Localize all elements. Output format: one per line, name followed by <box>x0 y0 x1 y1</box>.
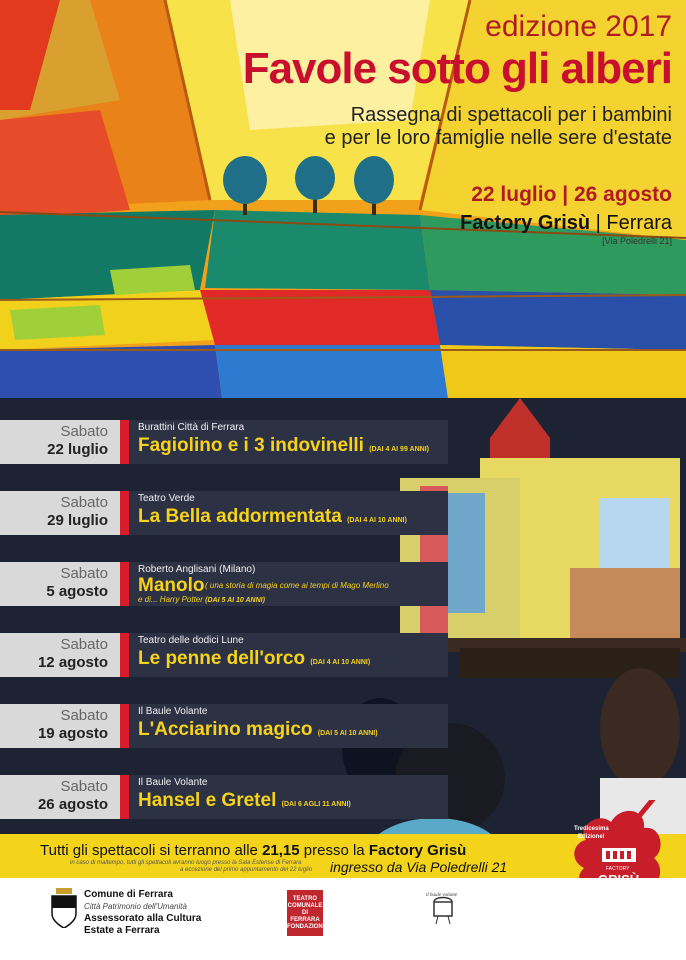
event-row <box>0 633 448 677</box>
event-date-box <box>0 775 120 819</box>
badge-line1: Tredicesima <box>574 826 609 832</box>
event-info <box>129 491 448 535</box>
event-show-title: Hansel e Gretel <box>138 790 277 811</box>
event-company: Il Baule Volante <box>138 777 208 788</box>
teatro-logo-line: COMUNALE <box>287 903 323 909</box>
event-divider <box>120 562 129 606</box>
event-info <box>129 420 448 464</box>
event-date-box <box>0 562 120 606</box>
edition-label: edizione 2017 <box>485 10 672 43</box>
event-day: Sabato <box>60 423 108 440</box>
event-show <box>138 719 378 741</box>
event-company: Teatro delle dodici Lune <box>138 635 244 646</box>
schedule-note-mid: presso la <box>299 842 369 859</box>
baule-logo-text: il baule volante <box>426 893 458 898</box>
event-show <box>138 506 407 528</box>
header-title-block <box>243 10 672 94</box>
event-date: 26 agosto <box>37 796 108 813</box>
event-divider <box>120 633 129 677</box>
event-date: 5 agosto <box>46 583 108 600</box>
event-show <box>138 790 351 812</box>
event-day: Sabato <box>60 565 108 582</box>
venue-separator: | <box>590 212 607 234</box>
event-age: (DAI 4 AI 10 ANNI) <box>347 517 407 524</box>
event-show <box>138 435 429 457</box>
event-age: (DAI 5 AI 10 ANNI) <box>205 597 265 604</box>
event-description: ( una storia di magia come ai tempi di Mago Merlino <box>205 581 389 590</box>
event-date-box <box>0 633 120 677</box>
event-info <box>129 562 448 606</box>
event-date: 29 luglio <box>47 512 108 529</box>
event-show-title: L'Acciarino magico <box>138 719 313 740</box>
event-description-end: e di... Harry Potter <box>138 595 203 604</box>
assessorato: Assessorato alla Cultura <box>84 913 202 924</box>
festival-dates: 22 luglio | 26 agosto <box>471 183 672 206</box>
schedule-note-start: Tutti gli spettacoli si terranno alle <box>40 842 263 859</box>
event-day: Sabato <box>60 636 108 653</box>
event-company: Teatro Verde <box>138 493 195 504</box>
comune-patrimonio: Città Patrimonio dell'Umanità <box>84 902 187 911</box>
subtitle-line: Rassegna di spettacoli per i bambini <box>350 104 672 126</box>
event-description <box>138 595 265 604</box>
event-company: Roberto Anglisani (Milano) <box>138 564 256 575</box>
event-date: 12 agosto <box>37 654 108 671</box>
event-date-box <box>0 704 120 748</box>
page-title: Favole sotto gli alberi <box>242 44 672 93</box>
weather-exception-note: a eccezione del primo appuntamento del 22 luglio <box>180 867 313 873</box>
teatro-logo-line: FONDAZIONE <box>287 924 327 930</box>
event-row <box>0 704 448 748</box>
event-age: (DAI 5 AI 10 ANNI) <box>317 730 378 737</box>
subtitle-line: e per le loro famiglie nelle sere d'estate <box>324 127 672 149</box>
subtitle <box>325 104 672 150</box>
ferrara-crest-icon <box>50 888 78 928</box>
entrance-note: ingresso da Via Poledrelli 21 <box>330 859 508 875</box>
event-date: 19 agosto <box>37 725 108 742</box>
teatro-logo-line: TEATRO <box>292 896 318 902</box>
event-age: (DAI 4 AI 10 ANNI) <box>310 659 371 666</box>
event-row <box>0 562 448 606</box>
badge-factory: FACTORY <box>606 866 630 872</box>
venue-address: [Via Poledrelli 21] <box>602 236 672 246</box>
event-show <box>138 648 370 670</box>
estate-ferrara: Estate a Ferrara <box>84 925 160 936</box>
event-company: Il Baule Volante <box>138 706 208 717</box>
badge-line2: Edizione! <box>578 834 605 840</box>
event-day: Sabato <box>60 494 108 511</box>
schedule-time: 21,15 <box>262 842 300 859</box>
event-info <box>129 704 448 748</box>
event-age: (DAI 6 AGLI 11 ANNI) <box>281 801 351 808</box>
event-show-title: Manolo <box>138 575 205 596</box>
event-info <box>129 633 448 677</box>
event-row <box>0 420 448 464</box>
venue-city: Ferrara <box>606 212 672 234</box>
baule-volante-logo <box>420 888 466 934</box>
venue-name: Factory Grisù <box>460 212 591 234</box>
venue-line <box>460 212 672 235</box>
weather-note: in caso di maltempo, tutti gli spettacoli avranno luogo presso la Sala Estense di Ferrara <box>70 860 302 866</box>
event-divider <box>120 491 129 535</box>
event-day: Sabato <box>60 778 108 795</box>
event-info <box>129 775 448 819</box>
event-date-box <box>0 491 120 535</box>
event-day: Sabato <box>60 707 108 724</box>
event-divider <box>120 775 129 819</box>
teatro-comunale-logo <box>287 890 327 936</box>
schedule-venue: Factory Grisù <box>368 842 467 859</box>
schedule-note <box>40 842 466 859</box>
event-date: 22 luglio <box>47 441 108 458</box>
event-row <box>0 775 448 819</box>
event-show-title: La Bella addormentata <box>138 506 342 527</box>
comune-block <box>84 889 201 937</box>
event-divider <box>120 704 129 748</box>
event-age: (DAI 4 AI 99 ANNI) <box>369 446 429 453</box>
comune-name: Comune di Ferrara <box>84 889 173 900</box>
event-show-title: Fagiolino e i 3 indovinelli <box>138 435 364 456</box>
teatro-logo-line: DI FERRARA <box>290 910 320 923</box>
event-show-title: Le penne dell'orco <box>138 648 306 669</box>
event-divider <box>120 420 129 464</box>
event-row <box>0 491 448 535</box>
event-company: Burattini Città di Ferrara <box>138 422 245 433</box>
event-date-box <box>0 420 120 464</box>
